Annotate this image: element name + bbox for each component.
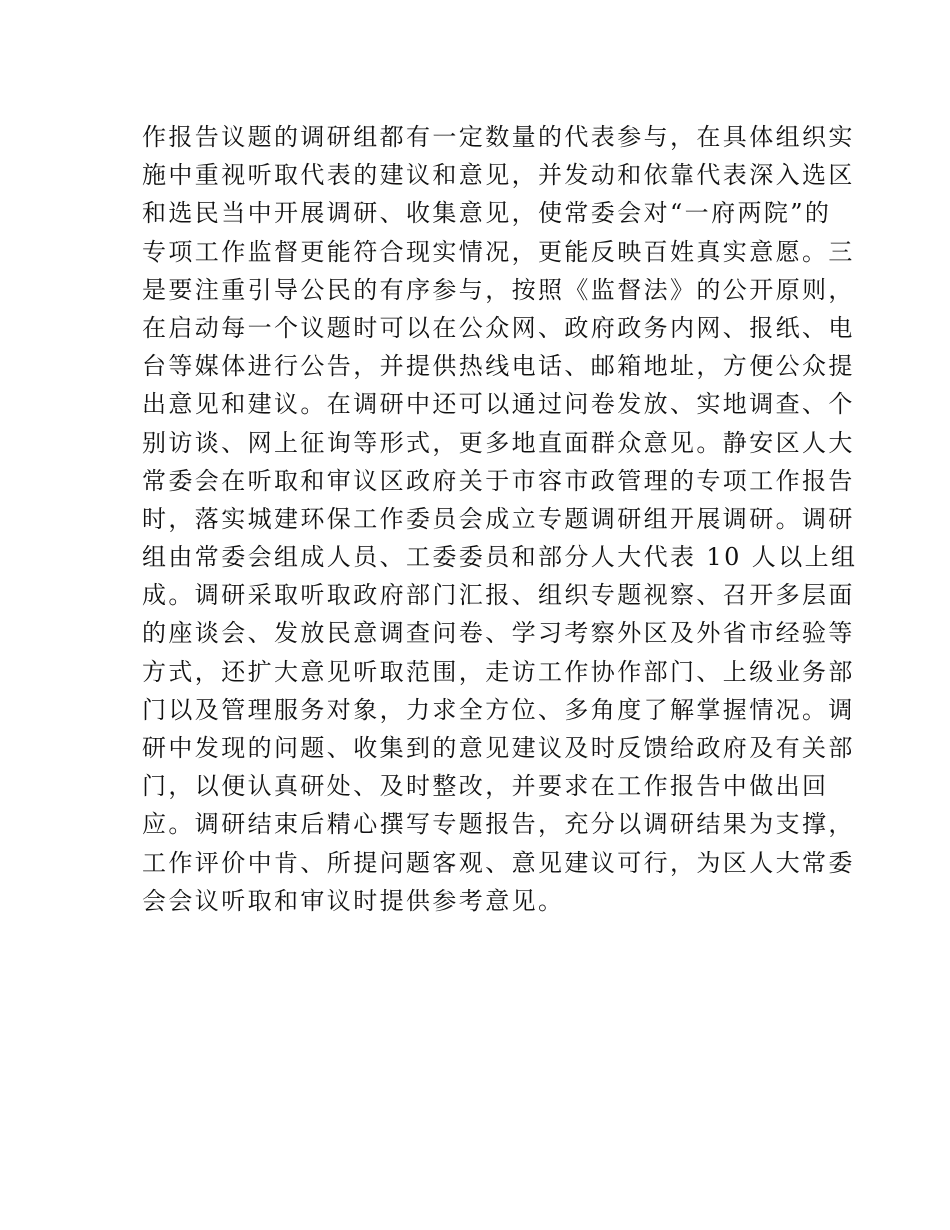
text-line: 时，落实城建环保工作委员会成立专题调研组开展调研。调研 <box>142 504 855 533</box>
text-line: 常委会在听取和审议区政府关于市容市政管理的专项工作报告 <box>142 466 855 495</box>
text-line: 是要注重引导公民的有序参与，按照《监督法》的公开原则， <box>142 275 855 304</box>
text-line: 别访谈、网上征询等形式，更多地直面群众意见。静安区人大 <box>142 428 855 457</box>
text-line: 应。调研结束后精心撰写专题报告，充分以调研结果为支撑， <box>142 810 855 839</box>
body-paragraph <box>142 118 858 920</box>
text-line: 施中重视听取代表的建议和意见，并发动和依靠代表深入选区 <box>142 161 855 190</box>
text-line: 会会议听取和审议时提供参考意见。 <box>142 886 565 915</box>
text-line: 工作评价中肯、所提问题客观、意见建议可行，为区人大常委 <box>142 848 855 877</box>
text-line: 作报告议题的调研组都有一定数量的代表参与，在具体组织实 <box>142 123 855 151</box>
text-line: 成。调研采取听取政府部门汇报、组织专题视察、召开多层面 <box>142 581 855 610</box>
text-line: 出意见和建议。在调研中还可以通过问卷发放、实地调查、个 <box>142 390 855 419</box>
text-line: 的座谈会、发放民意调查问卷、学习考察外区及外省市经验等 <box>142 619 855 648</box>
text-line: 门，以便认真研处、及时整改，并要求在工作报告中做出回 <box>142 772 829 801</box>
text-line: 在启动每一个议题时可以在公众网、政府政务内网、报纸、电 <box>142 313 855 342</box>
text-line: 方式，还扩大意见听取范围，走访工作协作部门、上级业务部 <box>142 657 855 686</box>
text-line: 专项工作监督更能符合现实情况，更能反映百姓真实意愿。三 <box>142 237 855 266</box>
text-line: 研中发现的问题、收集到的意见建议及时反馈给政府及有关部 <box>142 734 855 762</box>
text-line: 门以及管理服务对象，力求全方位、多角度了解掌握情况。调 <box>142 695 855 724</box>
text-line: 和选民当中开展调研、收集意见，使常委会对“一府两院”的 <box>142 199 832 228</box>
text-line: 组由常委会组成人员、工委委员和部分人大代表 10 人以上组 <box>142 543 858 572</box>
text-line: 台等媒体进行公告，并提供热线电话、邮箱地址，方便公众提 <box>142 352 855 381</box>
